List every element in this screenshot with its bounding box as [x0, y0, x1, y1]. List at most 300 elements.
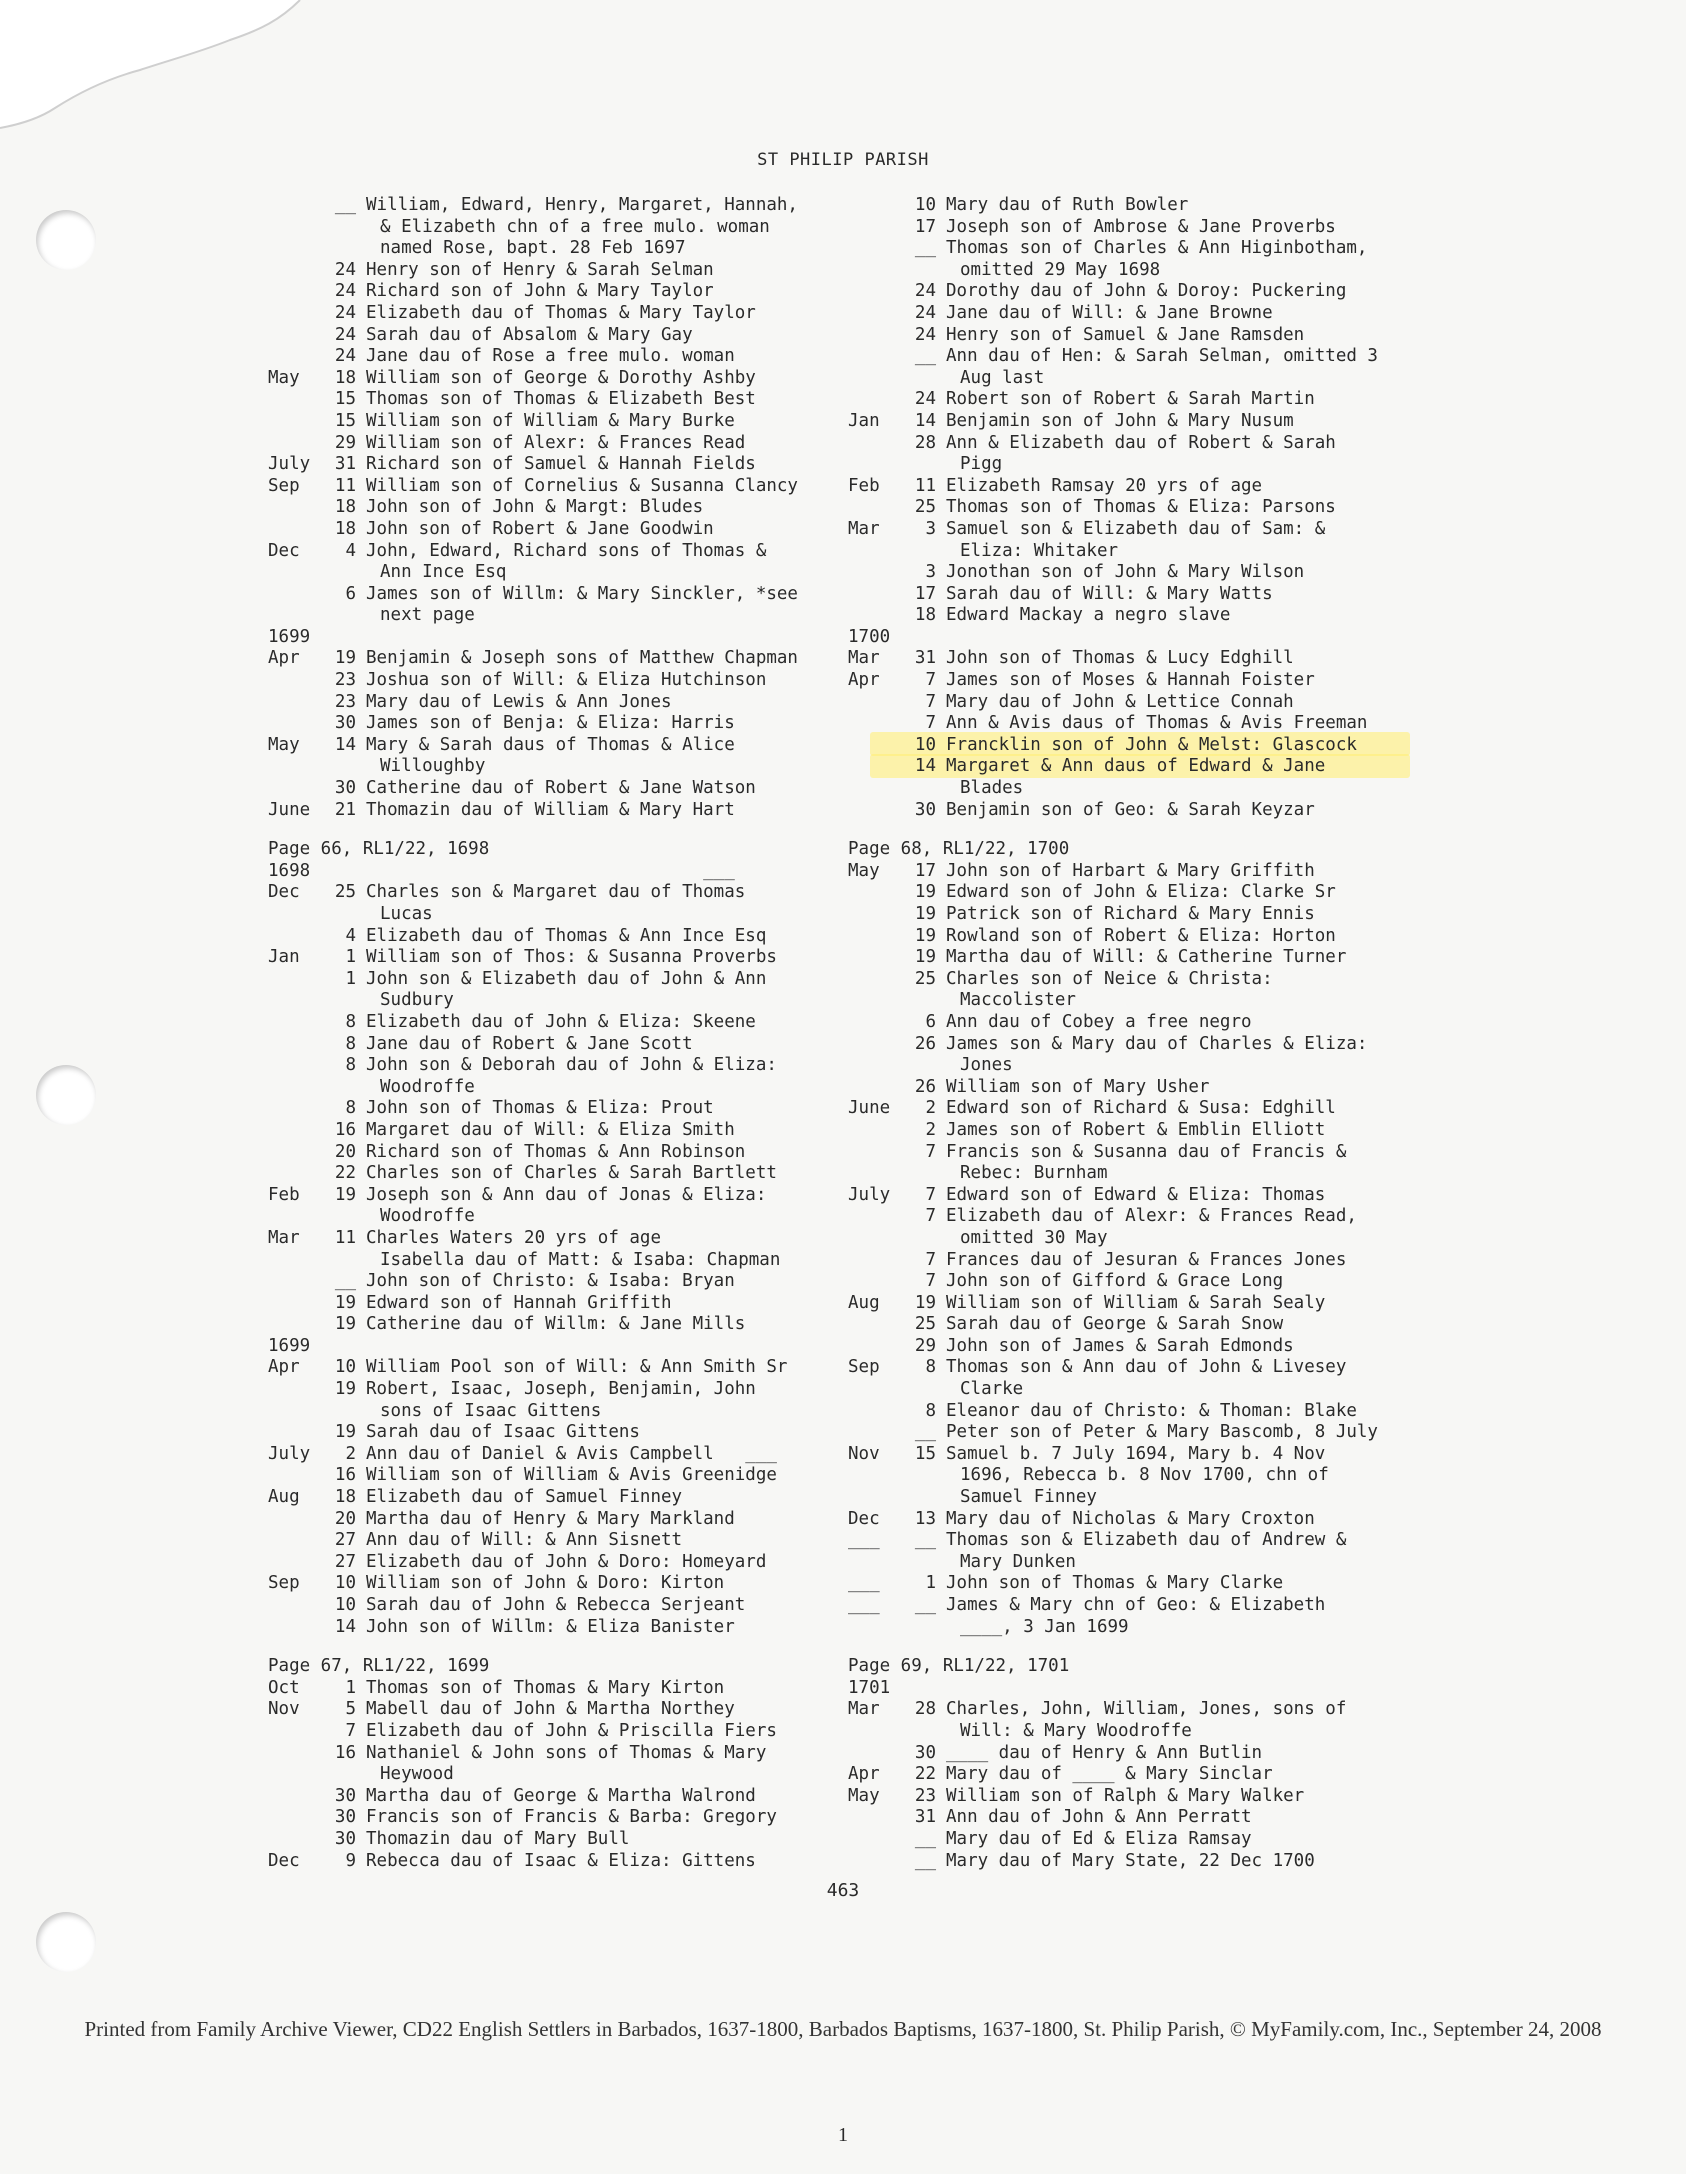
- baptism-entry: [268, 1764, 828, 1786]
- baptism-entry: [848, 713, 1418, 735]
- entry-day: [328, 1401, 366, 1423]
- entry-month: May: [848, 1785, 880, 1806]
- entry-month: [848, 1163, 908, 1185]
- entry-month: [848, 1379, 908, 1401]
- baptism-entry: [848, 756, 1418, 778]
- page-title: ST PHILIP PARISH: [757, 150, 929, 170]
- entry-text: Edward son of Richard & Susa: Edghill: [946, 1098, 1336, 1119]
- baptism-entry: [848, 605, 1418, 627]
- entry-text: Frances dau of Jesuran & Frances Jones: [946, 1249, 1347, 1270]
- baptism-entry: [268, 800, 828, 822]
- entry-text: Ann dau of Hen: & Sarah Selman, omitted 3: [946, 346, 1378, 367]
- entry-month: Feb: [268, 1184, 300, 1205]
- entry-day: 5: [345, 1699, 356, 1720]
- entry-text: Lucas: [380, 904, 433, 924]
- baptism-entry: [848, 281, 1418, 303]
- footer-page-number: 1: [838, 2124, 848, 2146]
- entry-month: [268, 1530, 328, 1552]
- baptism-entry: [848, 1699, 1418, 1721]
- entry-month: Mar: [848, 1699, 880, 1720]
- entry-text: Eliza: Whitaker: [960, 540, 1119, 561]
- entry-day: 16: [334, 1119, 356, 1140]
- entry-text: John son of Thomas & Eliza: Prout: [366, 1098, 714, 1119]
- entry-day: [908, 1678, 946, 1700]
- baptism-entry: [848, 800, 1418, 822]
- entry-text: Elizabeth dau of Thomas & Mary Taylor: [366, 302, 756, 323]
- entry-day: 10: [334, 1573, 356, 1594]
- baptism-entry: [268, 1185, 828, 1207]
- entry-text: Edward son of Edward & Eliza: Thomas: [946, 1184, 1326, 1205]
- baptism-entry: [848, 519, 1418, 541]
- entry-text: Martha dau of George & Martha Walrond: [366, 1785, 756, 1806]
- entry-day: __: [334, 1271, 356, 1292]
- entry-day: __: [334, 195, 356, 215]
- baptism-entry: [268, 1617, 828, 1639]
- baptism-entry: [268, 346, 828, 368]
- baptism-entry: [848, 1293, 1418, 1315]
- entry-day: 31: [914, 1807, 936, 1828]
- entry-text: Mary Dunken: [960, 1551, 1076, 1572]
- entry-month: ___: [848, 1595, 880, 1615]
- entry-month: [848, 969, 908, 991]
- entry-month: [268, 904, 328, 926]
- entry-month: Mar: [848, 518, 880, 539]
- entry-day: 7: [925, 1271, 936, 1292]
- baptism-entry: [848, 368, 1418, 390]
- entry-month: [848, 800, 908, 822]
- baptism-entry: [848, 926, 1418, 948]
- entry-month: [268, 692, 328, 714]
- entry-month: May: [848, 860, 880, 881]
- baptism-entry: [848, 497, 1418, 519]
- entry-month: [848, 454, 908, 476]
- baptism-entry: [268, 1530, 828, 1552]
- entry-day: 30: [914, 799, 936, 820]
- entry-month: [268, 990, 328, 1012]
- entry-month: [848, 368, 908, 390]
- entry-day: 7: [925, 1206, 936, 1227]
- baptism-entry: [268, 1357, 828, 1379]
- entry-text: Mary dau of Nicholas & Mary Croxton: [946, 1508, 1315, 1529]
- entry-day: 17: [914, 583, 936, 604]
- baptism-entry: [848, 303, 1418, 325]
- baptism-entry: [848, 1120, 1418, 1142]
- entry-month: [268, 195, 328, 217]
- entry-text: Rowland son of Robert & Eliza: Horton: [946, 925, 1336, 946]
- entry-month: [848, 195, 908, 217]
- entry-text: Catherine dau of Robert & Jane Watson: [366, 778, 756, 799]
- entry-text: William son of Ralph & Mary Walker: [946, 1785, 1305, 1806]
- entry-text: Pigg: [960, 454, 1003, 475]
- entry-text: Charles Waters 20 yrs of age: [366, 1227, 662, 1248]
- baptism-entry: [268, 670, 828, 692]
- entry-text: William son of Cornelius & Susanna Clancy: [366, 475, 798, 496]
- entry-text: Elizabeth dau of John & Eliza: Skeene: [366, 1011, 756, 1032]
- entry-day: 1: [345, 1677, 356, 1698]
- baptism-entry: [268, 217, 828, 239]
- baptism-entry: [848, 454, 1418, 476]
- entry-day: 3: [925, 562, 936, 583]
- entry-text: Mary dau of ____ & Mary Sinclar: [946, 1764, 1273, 1785]
- entry-day: 24: [334, 281, 356, 302]
- entry-day: 19: [334, 1184, 356, 1205]
- entry-text: James son of Robert & Emblin Elliott: [946, 1119, 1326, 1140]
- entry-text: Mabell dau of John & Martha Northey: [366, 1699, 735, 1720]
- entry-day: [908, 1465, 946, 1487]
- baptism-entry: [848, 389, 1418, 411]
- entry-month: [268, 1422, 328, 1444]
- entry-day: 25: [914, 497, 936, 518]
- entry-month: [848, 1422, 908, 1444]
- baptism-entry: [848, 346, 1418, 368]
- baptism-entry: [268, 1012, 828, 1034]
- entry-day: 24: [334, 324, 356, 345]
- entry-day: [908, 1552, 946, 1574]
- entry-month: [268, 1379, 328, 1401]
- entry-month: [848, 1487, 908, 1509]
- baptism-entry: [268, 1293, 828, 1315]
- entry-text: Edward Mackay a negro slave: [946, 605, 1231, 626]
- entry-month: June: [268, 799, 311, 820]
- entry-text: sons of Isaac Gittens: [380, 1400, 602, 1421]
- entry-month: [848, 1851, 908, 1873]
- entry-day: [908, 454, 946, 476]
- baptism-entry: [268, 756, 828, 778]
- entry-month: [848, 882, 908, 904]
- baptism-entry: [848, 627, 1418, 649]
- entry-text: James son & Mary dau of Charles & Eliza:: [946, 1033, 1368, 1054]
- baptism-entry: [268, 1595, 828, 1617]
- baptism-entry: [848, 1851, 1418, 1873]
- entry-day: 19: [914, 1292, 936, 1313]
- entry-day: 14: [334, 734, 356, 755]
- baptism-entry: [848, 1012, 1418, 1034]
- entry-text: John son & Elizabeth dau of John & Ann: [366, 968, 767, 989]
- entry-text: William son of George & Dorothy Ashby: [366, 367, 756, 388]
- entry-month: [848, 217, 908, 239]
- baptism-entry: [848, 1807, 1418, 1829]
- entry-text: Samuel b. 7 July 1694, Mary b. 4 Nov: [946, 1443, 1326, 1464]
- entry-text: Thomas son & Elizabeth dau of Andrew &: [946, 1530, 1347, 1551]
- baptism-entry: [848, 1487, 1418, 1509]
- baptism-entry: [268, 1786, 828, 1808]
- entry-month: Sep: [268, 475, 300, 496]
- entry-day: 18: [334, 497, 356, 518]
- entry-day: 24: [914, 389, 936, 410]
- entry-text: John son of Harbart & Mary Griffith: [946, 860, 1315, 881]
- entry-month: [268, 346, 328, 368]
- entry-day: 31: [914, 648, 936, 669]
- entry-day: 30: [334, 1807, 356, 1828]
- entry-day: 24: [334, 302, 356, 323]
- baptism-entry: [848, 1595, 1418, 1617]
- entry-day: 24: [914, 324, 936, 345]
- binder-hole: [36, 210, 96, 270]
- entry-day: 30: [334, 713, 356, 734]
- entry-day: 7: [925, 1184, 936, 1205]
- entry-text: Henry son of Samuel & Jane Ramsden: [946, 324, 1305, 345]
- entry-text: omitted 29 May 1698: [960, 259, 1161, 280]
- baptism-entry: [268, 1807, 828, 1829]
- entry-day: 19: [334, 1314, 356, 1335]
- baptism-entry: [268, 926, 828, 948]
- baptism-entry: [268, 904, 828, 926]
- entry-day: 4: [345, 925, 356, 946]
- entry-month: [268, 497, 328, 519]
- baptism-entry: [848, 1678, 1418, 1700]
- entry-text: Sarah dau of Absalom & Mary Gay: [366, 324, 693, 345]
- entry-day: 3: [925, 518, 936, 539]
- entry-text: Ann Ince Esq: [380, 562, 507, 583]
- entry-text: John, Edward, Richard sons of Thomas &: [366, 540, 767, 561]
- entry-text: John son of Thomas & Lucy Edghill: [946, 648, 1294, 669]
- baptism-entry: [268, 605, 828, 627]
- entry-month: [268, 1012, 328, 1034]
- left-column: [268, 195, 828, 1872]
- entry-month: Jan: [848, 410, 880, 431]
- entry-day: 15: [914, 1443, 936, 1464]
- entry-month: [268, 1465, 328, 1487]
- entry-month: [848, 497, 908, 519]
- entry-text: Thomas son of Thomas & Mary Kirton: [366, 1677, 725, 1698]
- entry-month: [848, 584, 908, 606]
- entry-day: 14: [334, 1616, 356, 1637]
- baptism-entry: [848, 1743, 1418, 1765]
- entry-day: 24: [334, 259, 356, 280]
- entry-day: 7: [925, 1141, 936, 1162]
- entry-month: [268, 605, 328, 627]
- entry-month: [848, 1142, 908, 1164]
- page-heading: Page 69, RL1/22, 1701: [848, 1656, 1070, 1677]
- entry-month: [848, 433, 908, 455]
- entry-text: Thomas son of Thomas & Eliza: Parsons: [946, 497, 1336, 518]
- entry-text: Thomas son of Thomas & Elizabeth Best: [366, 389, 756, 410]
- entry-month: 1701: [848, 1677, 891, 1698]
- entry-text: Sudbury: [380, 990, 454, 1011]
- baptism-entry: [268, 882, 828, 904]
- entry-month: Sep: [848, 1357, 880, 1378]
- entry-text: Peter son of Peter & Mary Bascomb, 8 July: [946, 1422, 1378, 1443]
- entry-month: May: [268, 734, 300, 755]
- entry-day: 19: [914, 947, 936, 968]
- entry-day: 8: [345, 1033, 356, 1054]
- entry-day: 24: [914, 281, 936, 302]
- entry-month: [268, 1552, 328, 1574]
- baptism-entry: [848, 1336, 1418, 1358]
- entry-month: Apr: [848, 670, 880, 691]
- entry-month: ___: [848, 1573, 880, 1594]
- baptism-entry: [848, 1444, 1418, 1466]
- entry-day: 1: [345, 947, 356, 968]
- baptism-entry: [848, 1509, 1418, 1531]
- baptism-entry: [848, 584, 1418, 606]
- binder-hole: [36, 1065, 96, 1125]
- entry-text: Maccolister: [960, 990, 1076, 1011]
- baptism-entry: [848, 861, 1418, 883]
- entry-day: 29: [914, 1335, 936, 1356]
- entry-month: [848, 735, 908, 757]
- entry-text: Dorothy dau of John & Doroy: Puckering: [946, 281, 1347, 302]
- entry-text: Samuel Finney: [960, 1487, 1097, 1508]
- entry-text: Elizabeth dau of Samuel Finney: [366, 1487, 683, 1508]
- baptism-entry: [268, 260, 828, 282]
- baptism-entry: [848, 1573, 1418, 1595]
- entry-month: [848, 713, 908, 735]
- entry-month: [268, 756, 328, 778]
- entry-month: [268, 433, 328, 455]
- entry-day: 8: [345, 1098, 356, 1119]
- entry-day: 15: [334, 389, 356, 410]
- entry-day: [328, 1206, 366, 1228]
- entry-day: 30: [334, 1785, 356, 1806]
- baptism-entry: [268, 778, 828, 800]
- entry-day: 22: [914, 1764, 936, 1785]
- entry-month: [268, 1120, 328, 1142]
- entry-day: [328, 217, 366, 239]
- entry-month: [848, 692, 908, 714]
- entry-day: [908, 1721, 946, 1743]
- entry-text: Elizabeth dau of John & Priscilla Fiers: [366, 1720, 777, 1741]
- entry-text: Ann dau of Cobey a free negro: [946, 1011, 1252, 1032]
- entry-month: [848, 346, 908, 368]
- baptism-entry: [848, 1721, 1418, 1743]
- baptism-entry: [848, 904, 1418, 926]
- entry-month: Nov: [268, 1699, 300, 1720]
- entry-text: Benjamin & Joseph sons of Matthew Chapman: [366, 648, 798, 669]
- entry-month: [848, 1465, 908, 1487]
- entry-text: Thomas son & Ann dau of John & Livesey: [946, 1357, 1347, 1378]
- entry-month: [268, 260, 328, 282]
- entry-day: [328, 1764, 366, 1786]
- entry-text: Blades: [960, 778, 1024, 799]
- entry-text: Isabella dau of Matt: & Isaba: Chapman: [380, 1249, 781, 1270]
- baptism-entry: [848, 1077, 1418, 1099]
- entry-day: 20: [334, 1508, 356, 1529]
- entry-month: [848, 1250, 908, 1272]
- baptism-entry: [268, 562, 828, 584]
- entry-text: John son of Christo: & Isaba: Bryan: [366, 1271, 735, 1292]
- entry-month: [268, 1206, 328, 1228]
- entry-day: 19: [334, 1422, 356, 1443]
- entry-text: Charles, John, William, Jones, sons of: [946, 1699, 1347, 1720]
- baptism-entry: [848, 1055, 1418, 1077]
- entry-text: named Rose, bapt. 28 Feb 1697: [380, 238, 686, 259]
- entry-month: [848, 562, 908, 584]
- baptism-entry: [848, 1228, 1418, 1250]
- entry-text: William son of Thos: & Susanna Proverbs: [366, 947, 777, 968]
- entry-month: Oct: [268, 1677, 300, 1698]
- entry-text: Jane dau of Rose a free mulo. woman: [366, 346, 735, 367]
- entry-text: William Pool son of Will: & Ann Smith Sr: [366, 1357, 788, 1378]
- entry-day: 13: [914, 1508, 936, 1529]
- entry-day: 23: [334, 670, 356, 691]
- baptism-entry: [268, 969, 828, 991]
- entry-month: [848, 1055, 908, 1077]
- baptism-entry: [268, 476, 828, 498]
- baptism-entry: [848, 476, 1418, 498]
- entry-day: 26: [914, 1033, 936, 1054]
- baptism-entry: [848, 195, 1418, 217]
- entry-day: 26: [914, 1076, 936, 1097]
- baptism-entry: [848, 1206, 1418, 1228]
- baptism-entry: [268, 1721, 828, 1743]
- baptism-entry: [848, 735, 1418, 757]
- entry-day: 23: [334, 691, 356, 712]
- entry-text: Elizabeth dau of Thomas & Ann Ince Esq: [366, 925, 767, 946]
- entry-day: 2: [925, 1119, 936, 1140]
- entry-day: [908, 990, 946, 1012]
- baptism-entry: [848, 1465, 1418, 1487]
- entry-day: __: [914, 1850, 936, 1871]
- entry-month: [848, 990, 908, 1012]
- entry-day: [328, 238, 366, 260]
- entry-text: Samuel son & Elizabeth dau of Sam: &: [946, 518, 1326, 539]
- entry-month: [848, 1721, 908, 1743]
- entry-text: Ann dau of Will: & Ann Sisnett: [366, 1530, 683, 1551]
- entry-text: William son of William & Mary Burke: [366, 410, 735, 431]
- entry-day: __: [914, 1595, 936, 1615]
- baptism-entry: [848, 1098, 1418, 1120]
- entry-text: ___: [366, 860, 735, 881]
- entry-day: 10: [334, 1357, 356, 1378]
- entry-day: __: [914, 238, 936, 259]
- entry-day: [908, 1228, 946, 1250]
- entry-text: Patrick son of Richard & Mary Ennis: [946, 904, 1315, 924]
- entry-day: 1: [925, 1573, 936, 1594]
- entry-day: 7: [925, 1249, 936, 1270]
- entry-day: 8: [345, 1011, 356, 1032]
- entry-day: [908, 1055, 946, 1077]
- entry-month: [848, 238, 908, 260]
- baptism-entry: [848, 433, 1418, 455]
- entry-text: Elizabeth Ramsay 20 yrs of age: [946, 475, 1263, 496]
- entry-day: [328, 627, 366, 649]
- baptism-entry: [268, 389, 828, 411]
- baptism-entry: [268, 1077, 828, 1099]
- entry-day: 7: [925, 713, 936, 734]
- entry-day: 10: [334, 1595, 356, 1615]
- baptism-entry: [268, 1487, 828, 1509]
- baptism-entry: [848, 1142, 1418, 1164]
- entry-day: __: [914, 1530, 936, 1551]
- baptism-entry: [268, 713, 828, 735]
- entry-day: 6: [925, 1011, 936, 1032]
- entry-text: Heywood: [380, 1764, 454, 1785]
- entry-month: [268, 389, 328, 411]
- baptism-entry: [848, 1314, 1418, 1336]
- entry-text: Elizabeth dau of John & Doro: Homeyard: [366, 1551, 767, 1572]
- entry-month: Dec: [848, 1508, 880, 1529]
- entry-month: [268, 1142, 328, 1164]
- entry-text: Robert, Isaac, Joseph, Benjamin, John: [366, 1379, 756, 1400]
- baptism-entry: [268, 1228, 828, 1250]
- entry-day: 27: [334, 1551, 356, 1572]
- entry-month: Aug: [848, 1292, 880, 1313]
- entry-text: Thomazin dau of William & Mary Hart: [366, 799, 735, 820]
- entry-month: [268, 1250, 328, 1272]
- entry-month: 1700: [848, 626, 891, 647]
- entry-month: [268, 1163, 328, 1185]
- entry-day: [328, 861, 366, 883]
- entry-month: [848, 1206, 908, 1228]
- baptism-entry: [268, 1573, 828, 1595]
- entry-month: [268, 1314, 328, 1336]
- baptism-entry: [268, 1336, 828, 1358]
- entry-month: [848, 1077, 908, 1099]
- entry-day: 25: [914, 1314, 936, 1335]
- entry-text: Francklin son of John & Melst: Glascock: [946, 734, 1357, 755]
- entry-month: [268, 1401, 328, 1423]
